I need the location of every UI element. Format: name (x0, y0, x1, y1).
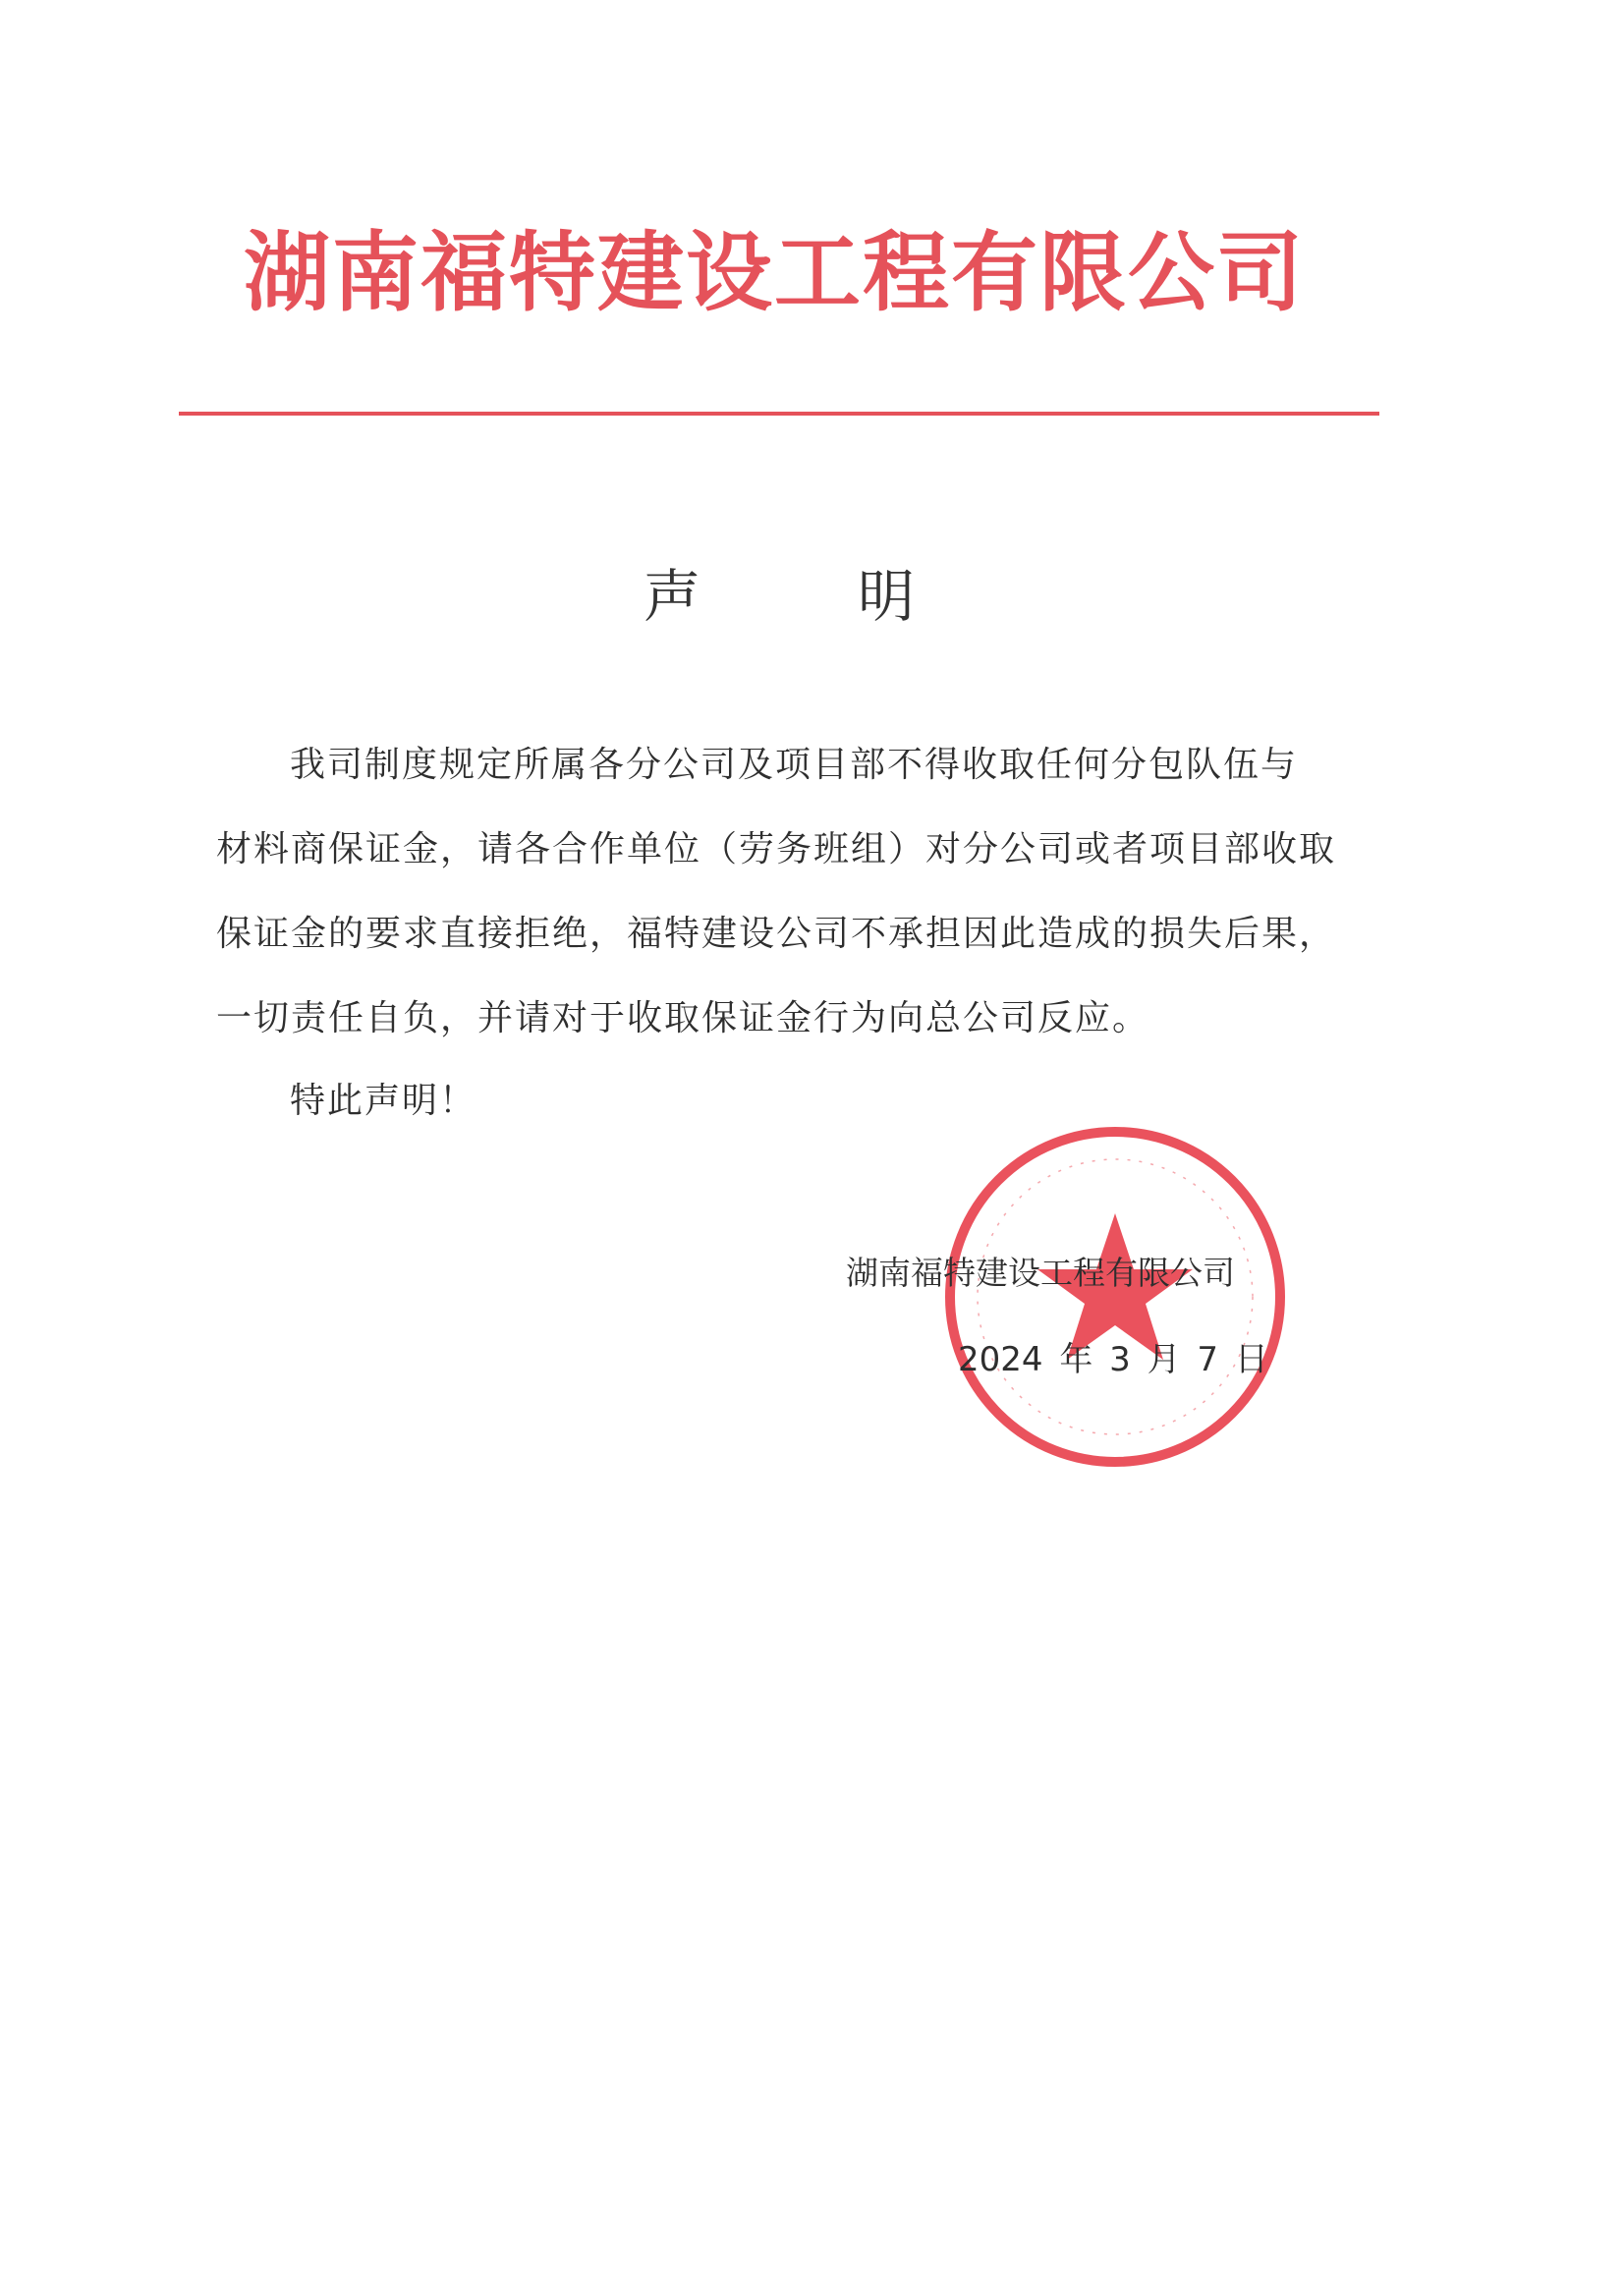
letterhead-company-name: 湖南福特建设工程有限公司 (244, 222, 1306, 323)
company-seal-stamp (938, 1120, 1292, 1474)
body-line-3: 保证金的要求直接拒绝，福特建设公司不承担因此造成的损失后果， (216, 914, 1337, 954)
letterhead-divider (179, 412, 1379, 416)
body-line-4: 一切责任自负，并请对于收取保证金行为向总公司反应。 (216, 998, 1150, 1038)
body-line-1: 我司制度规定所属各分公司及项目部不得收取任何分包队伍与 (290, 745, 1299, 785)
signature-company: 湖南福特建设工程有限公司 (846, 1254, 1235, 1292)
body-line-2: 材料商保证金，请各合作单位（劳务班组）对分公司或者项目部收取 (216, 829, 1337, 869)
closing-statement: 特此声明！ (290, 1081, 477, 1121)
document-title: 声明 (644, 563, 1073, 630)
signature-date: 2024 年 3 月 7 日 (958, 1340, 1268, 1379)
